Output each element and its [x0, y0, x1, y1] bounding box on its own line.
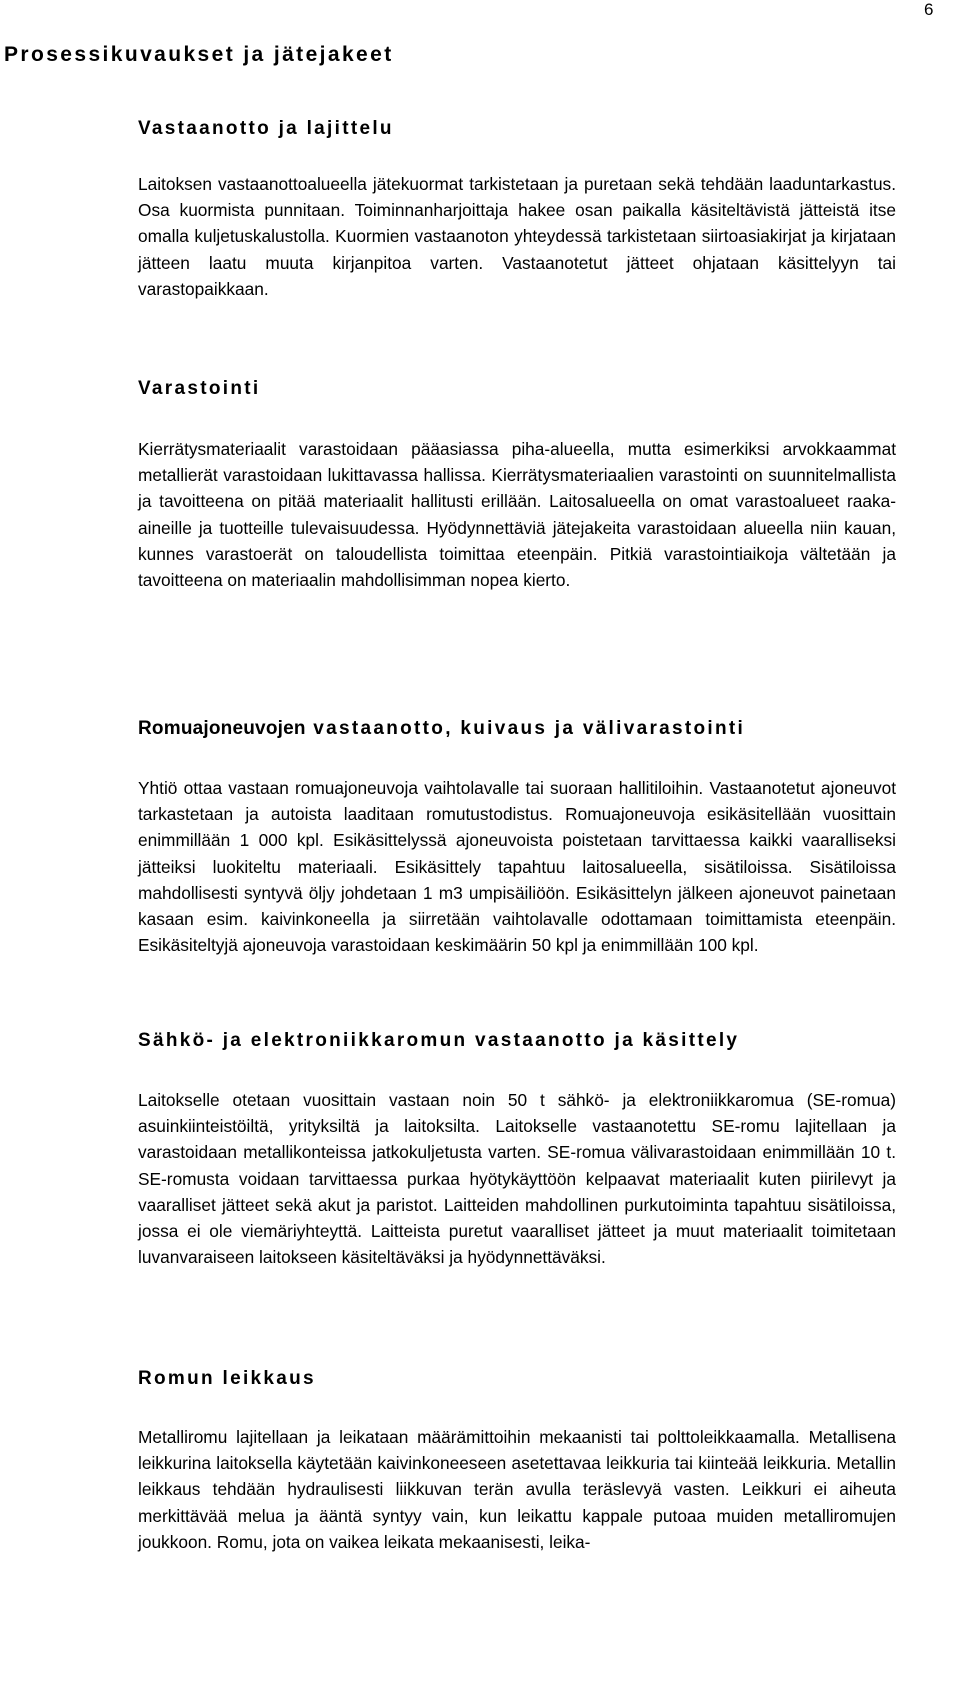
section-body: Yhtiö ottaa vastaan romuajoneuvoja vaihtolavalle tai suoraan hallitiloihin. Vastaanotetut ajoneuvot tarkastetaan ja autoista laaditaan romutustodistus. Romuajoneuvoja esikäsitellään vuosittain enimmillään 1 000 kpl. Esikäsittelyssä ajoneuvoista poistetaan tarvittaessa kaikki vaaralliseksi jätteiksi luokiteltu materiaali. Esikäsittely tapahtuu laitosalueella, sisätiloissa. Sisätiloissa mahdollisesti syntyvä öljy johdetaan 1 m3 umpisäiliöön. Esikäsittelyn jälkeen ajoneuvot painetaan kasaan esim. kaivinkoneella ja siirretään vaihtolavalle odottamaan toimittamista eteenpäin. Esikäsiteltyjä ajoneuvoja varastoidaan keskimäärin 50 kpl ja enimmillään 100 kpl. [138, 778, 896, 956]
section-body: Laitoksen vastaanottoalueella jätekuormat tarkistetaan ja puretaan sekä tehdään laaduntarkastus. Osa kuormista punnitaan. Toiminnanharjoittaja hakee osan paikalla käsiteltävistä jätteistä itse omalla kuljetuskalustolla. Kuormien vastaanoton yhteydessä tarkistetaan siirtoasiakirjat ja kirjataan jätteen laatu muuta kirjanpitoa varten. Vastaanotetut jätteet ohjataan käsittelyyn tai varastopaikkaan. [138, 174, 896, 299]
section-varastointi [138, 377, 896, 593]
section-romuajoneuvojen-vastaanotto [138, 717, 896, 958]
section-body: Laitokselle otetaan vuosittain vastaan noin 50 t sähkö- ja elektroniikkaromua (SE-romua) asuinkiinteistöiltä, yrityksiltä ja laitoksilta. Laitokselle vastaanotettu SE-romu lajitellaan ja varastoidaan metallikonteissa jatkokuljetusta varten. SE-romua välivarastoidaan enimmillään 10 t. SE-romusta voidaan tarvittaessa purkaa hyötykäyttöön kelpaavat materiaalit kuten piirilevyt ja vaaralliset jätteet sekä akut ja paristot. Laitteiden mahdollinen purkutoiminta tapahtuu sisätiloissa, jossa ei ole viemäriyhteyttä. Laitteista puretut vaaralliset jätteet ja muut materiaalit toimitetaan luvanvaraiseen laitokseen käsiteltäväksi ja hyödynnettäväksi. [138, 1090, 896, 1268]
section-heading: Sähkö- ja elektroniikkaromun vastaanotto ja käsittely [138, 1030, 740, 1051]
page-number: 6 [924, 0, 934, 19]
section-romun-leikkaus [138, 1367, 896, 1555]
document-title: Prosessikuvaukset ja jätejakeet [4, 43, 394, 66]
section-heading: Vastaanotto ja lajittelu [138, 118, 394, 139]
section-heading-rest: vastaanotto, kuivaus ja välivarastointi [305, 718, 746, 739]
section-body: Kierrätysmateriaalit varastoidaan pääasiassa piha-alueella, mutta esimerkiksi arvokkaammat metallierät varastoidaan lukittavassa hallissa. Kierrätysmateriaalien varastointi on suunnitelmallista ja tavoitteena on pitää materiaalit hallitusti erillään. Laitosalueella on omat varastoalueet raaka-aineille ja tuotteille tulevaisuudessa. Hyödynnettäviä jätejakeita varastoidaan alueella niin kauan, kunnes varastoerät on taloudellista toimittaa eteenpäin. Pitkiä varastointiaikoja vältetään ja tavoitteena on materiaalin mahdollisimman nopea kierto. [138, 439, 896, 591]
section-heading: Varastointi [138, 378, 261, 399]
section-heading: Romun leikkaus [138, 1368, 316, 1389]
section-se-romu [138, 1029, 896, 1270]
section-body: Metalliromu lajitellaan ja leikataan määrämittoihin mekaanisti tai polttoleikkaamalla. Metallisena leikkurina laitoksella käytetään kaivinkoneeseen asetettavaa leikkuria tai kiinteää leikkuria. Metallin leikkaus tehdään hydraulisesti liikkuvan terän avulla teräslevyä vasten. Leikkuri ei aiheuta merkittävää melua ja ääntä syntyy vain, kun leikattu kappale putoaa muiden metalliromujen joukkoon. Romu, jota on vaikea leikata mekaanisesti, leika- [138, 1427, 896, 1552]
section-heading [138, 717, 896, 741]
section-heading-first-word: Romuajoneuvojen [138, 718, 306, 739]
section-vastaanotto-ja-lajittelu [138, 117, 896, 302]
